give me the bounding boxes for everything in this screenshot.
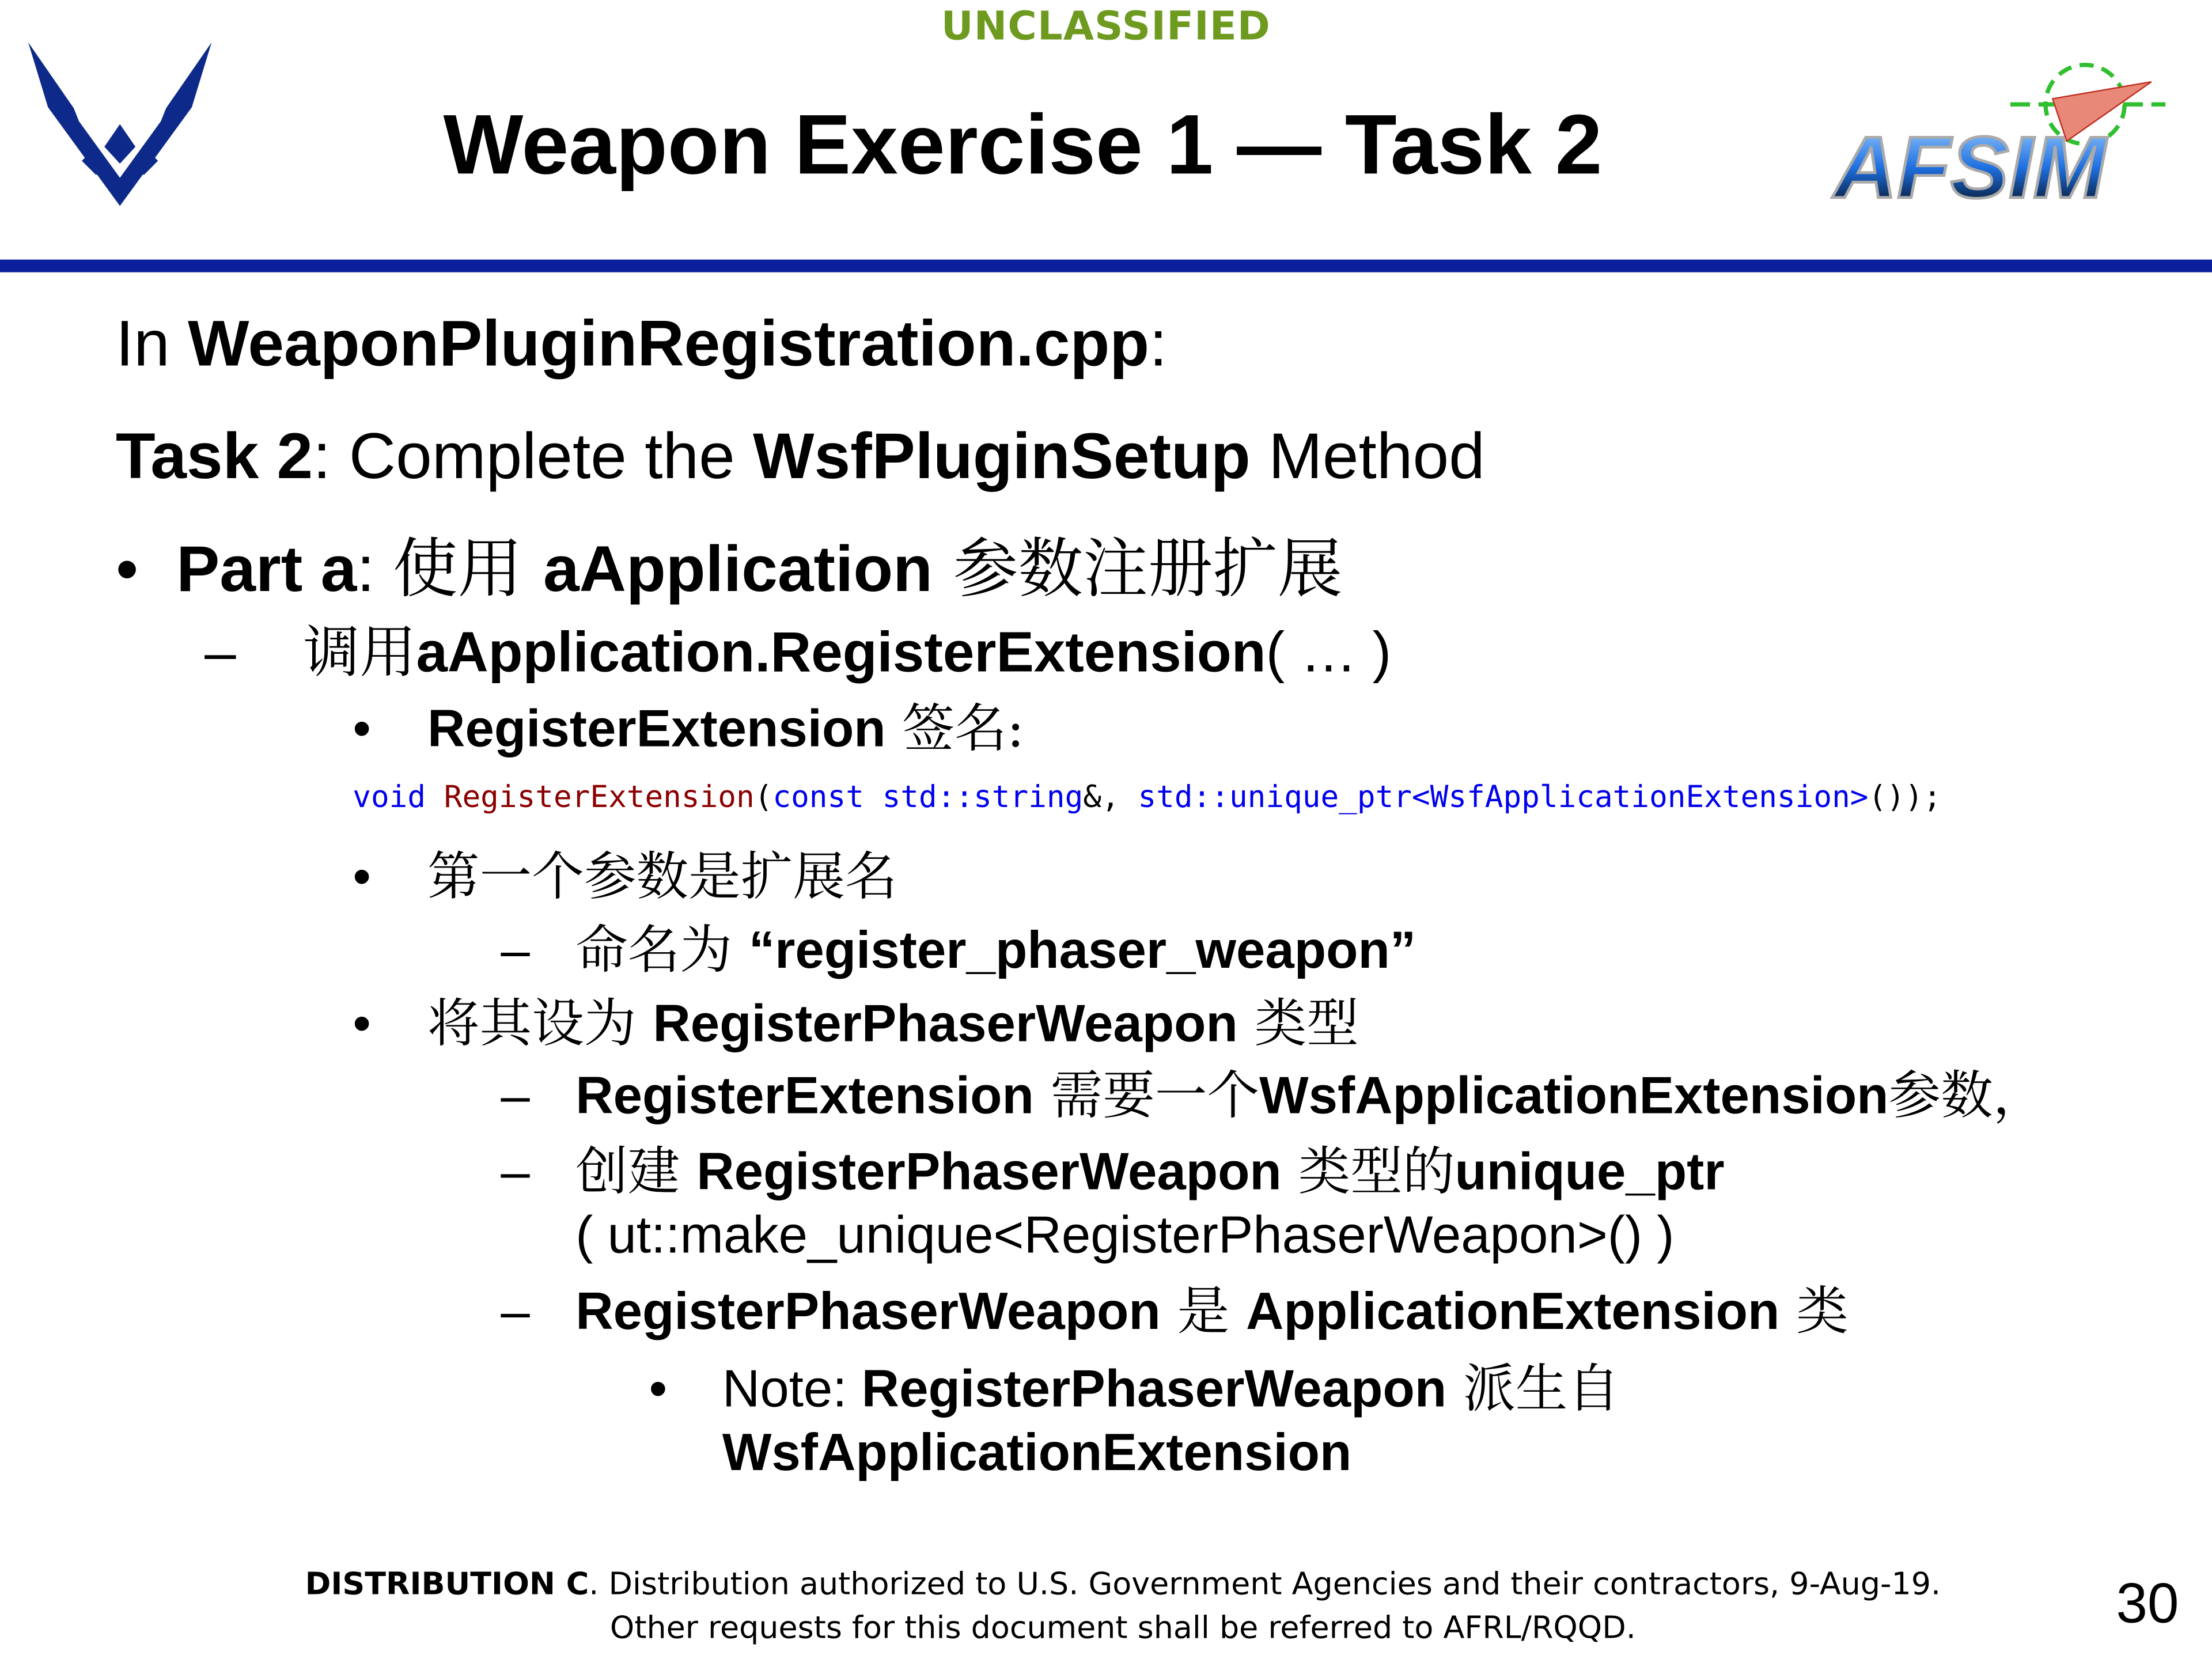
signature-heading: RegisterExtension 签名: <box>427 698 1025 759</box>
svg-text:AFSIM: AFSIM <box>1834 119 2107 212</box>
file-line: In WeaponPluginRegistration.cpp: <box>115 306 1168 380</box>
page-number: 30 <box>2116 1573 2179 1635</box>
call-line: 调用aApplication.RegisterExtension( … ) <box>303 620 1392 686</box>
requires-line: RegisterExtension 需要一个WsfApplicationExtension参数， <box>575 1065 2046 1126</box>
dash-bullet: – <box>204 622 236 684</box>
task-line: Task 2: Complete the WsfPluginSetup Method <box>115 419 1485 493</box>
distribution-statement-2: Other requests for this document shall be referred to AFRL/RQQD. <box>609 1611 1636 1646</box>
bullet: • <box>353 847 372 906</box>
note-line: Note: RegisterPhaserWeapon 派生自 <box>722 1358 1620 1419</box>
name-line: 命名为 “register_phaser_weapon” <box>575 919 1416 981</box>
bullet: • <box>649 1359 668 1418</box>
classification-banner: UNCLASSIFIED <box>941 2 1271 50</box>
part-a-line: Part a: 使用 aApplication 参数注册扩展 <box>176 530 1343 607</box>
bullet-bullet: • <box>115 532 139 605</box>
dash-bullet: – <box>501 1142 530 1201</box>
is-extension-line: RegisterPhaserWeapon 是 ApplicationExtension 类 <box>575 1281 1849 1342</box>
note-continuation: WsfApplicationExtension <box>722 1423 1352 1482</box>
title-divider <box>0 260 2212 272</box>
bullet: • <box>353 994 372 1052</box>
code-signature: void RegisterExtension(const std::string&, std::unique_ptr<WsfApplicationExtension>()); <box>353 780 1942 816</box>
bullet: • <box>353 699 372 758</box>
first-param-line: 第一个参数是扩展名 <box>427 846 897 907</box>
distribution-statement: DISTRIBUTION C. Distribution authorized to U.S. Government Agencies and their contractors, 9-Aug-19. <box>305 1567 1941 1603</box>
create-line: 创建 RegisterPhaserWeapon 类型的unique_ptr <box>575 1141 1725 1202</box>
afsim-logo-icon <box>1827 42 2179 211</box>
dash-bullet: – <box>501 1282 530 1340</box>
dash-bullet: – <box>501 1066 530 1124</box>
slide-title: Weapon Exercise 1 — Task 2 <box>443 97 1603 192</box>
make-unique-line: ( ut::make_unique<RegisterPhaserWeapon>() ) <box>575 1206 1675 1264</box>
dash-bullet: – <box>501 921 530 979</box>
type-line: 将其设为 RegisterPhaserWeapon 类型 <box>427 993 1359 1054</box>
